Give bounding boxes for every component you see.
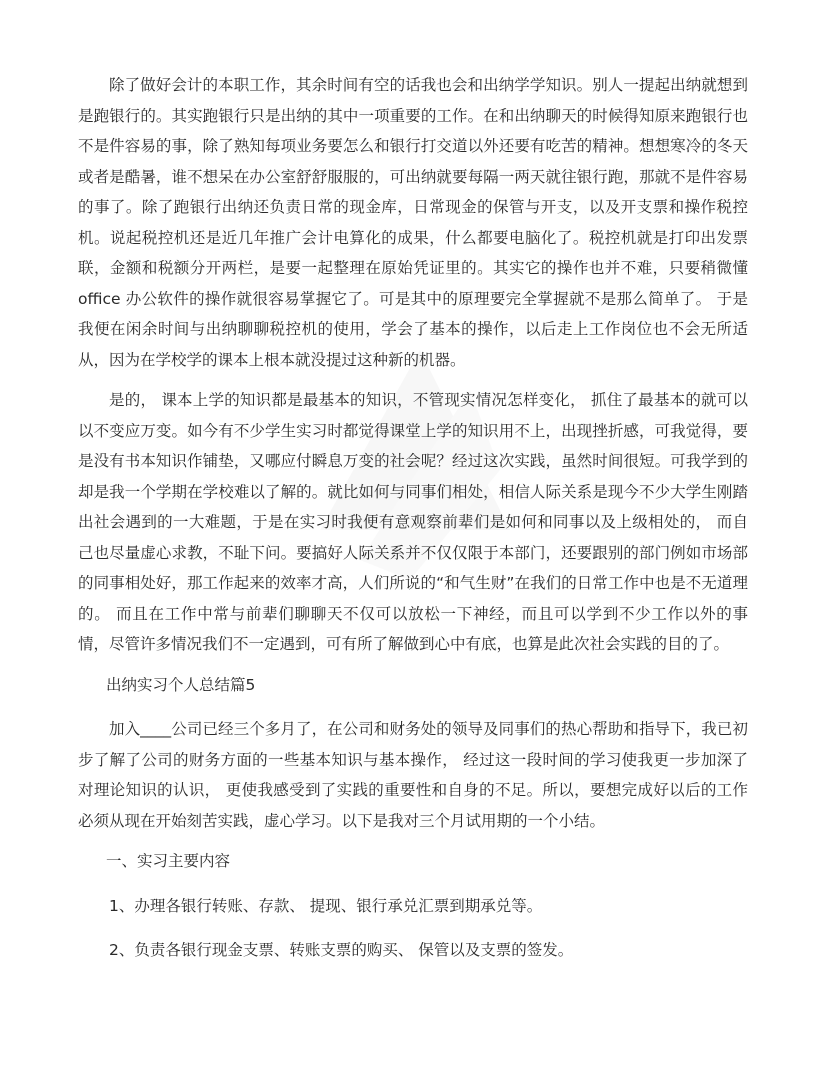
body-paragraph-2: 是的， 课本上学的知识都是最基本的知识，不管现实情况怎样变化， 抓住了最基本的就可以以不变应万变。如今有不少学生实习时都觉得课堂上学的知识用不上，出现挫折感，可我觉得，要是没有书本知识作铺垫，又哪应付瞬息万变的社会呢？经过这次实践，虽然时间很短。可我学到的却是我一个学期在学校难以了解的。就比如何与同事们相处，相信人际关系是现今不少大学生刚踏出社会遇到的一大难题，于是在实习时我便有意观察前辈们是如何和同事以及上级相处的， 而自己也尽量虚心求教，不耻下问。要搞好人际关系并不仅仅限于本部门，还要跟别的部门例如市场部的同事相处好，那工作起来的效率才高，人们所说的“和气生财”在我们的日常工作中也是不无道理的。 而且在工作中常与前辈们聊聊天不仅可以放松一下神经，而且可以学到不少工作以外的事情，尽管许多情况我们不一定遇到，可有所了解做到心中有底，也算是此次社会实践的目的了。 [78, 391, 748, 653]
document-body [78, 70, 748, 980]
body-paragraph-1: 除了做好会计的本职工作，其余时间有空的话我也会和出纳学学知识。别人一提起出纳就想到是跑银行的。其实跑银行只是出纳的其中一项重要的工作。在和出纳聊天的时候得知原来跑银行也不是件容易的事，除了熟知每项业务要怎么和银行打交道以外还要有吃苦的精神。想想寒冷的冬天或者是酷暑，谁不想呆在办公室舒舒服服的，可出纳就要每隔一两天就往银行跑，那就不是件容易的事了。除了跑银行出纳还负责日常的现金库，日常现金的保管与开支，以及开支票和操作税控机。说起税控机还是近几年推广会计电算化的成果，什么都要电脑化了。税控机就是打印出发票联，金额和税额分开两栏，是要一起整理在原始凭证里的。其实它的操作也并不难，只要稍微懂office 办公软件的操作就很容易掌握它了。可是其中的原理要完全掌握就不是那么简单了。 于是我便在闲余时间与出纳聊聊税控机的使用，学会了基本的操作，以后走上工作岗位也不会无所适从，因为在学校学的课本上根本就没提过这种新的机器。 [78, 76, 748, 369]
list-item-2: 2、负责各银行现金支票、转账支票的购买、 保管以及支票的签发。 [109, 941, 574, 959]
subheading: 一、实习主要内容 [106, 852, 231, 870]
section-title: 出纳实习个人总结篇5 [106, 675, 256, 694]
list-item-1: 1、办理各银行转账、存款、 提现、银行承兑汇票到期承兑等。 [109, 896, 543, 915]
intro-paragraph: 加入____公司已经三个多月了，在公司和财务处的领导及同事们的热心帮助和指导下，我已初步了解了公司的财务方面的一些基本知识与基本操作， 经过这一段时间的学习使我更一步加深了对理论知识的认识， 更使我感受到了实践的重要性和自身的不足。所以，要想完成好以后的工作必须从现在开始刻苦实践，虚心学习。以下是我对三个月试用期的一个小结。 [78, 720, 748, 830]
